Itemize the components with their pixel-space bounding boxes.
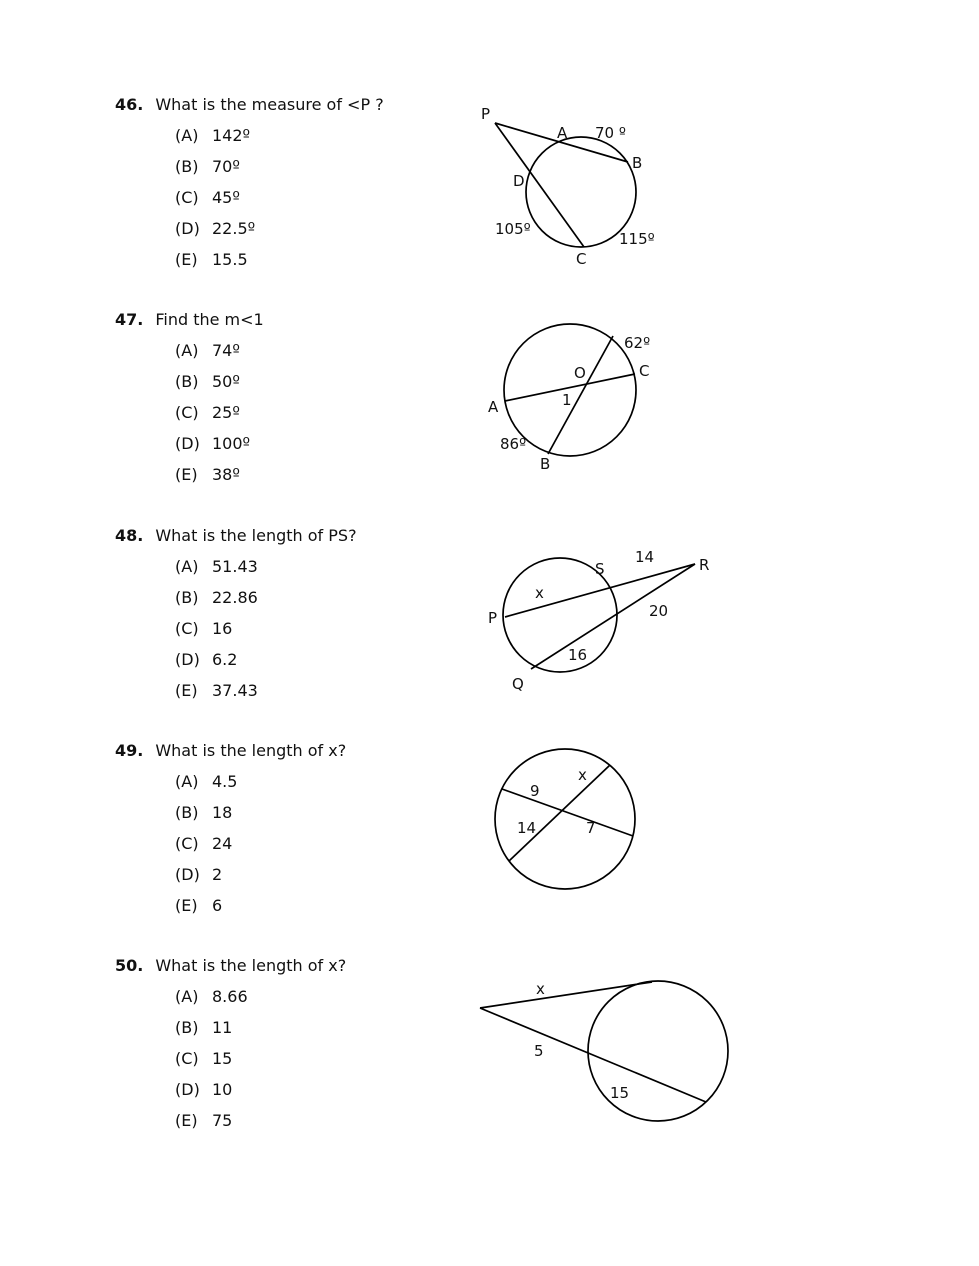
answer-option [115, 833, 346, 864]
answer-option [115, 986, 346, 1017]
option-value: 45º [212, 188, 240, 207]
question-46 [115, 94, 384, 280]
question-text: What is the measure of <P ? [155, 95, 384, 114]
option-label: (C) [175, 403, 199, 422]
point-label-s: S [595, 560, 605, 578]
tangent-line-x [480, 982, 652, 1008]
answer-option [115, 187, 384, 218]
option-value: 16 [212, 619, 233, 638]
secant-line [480, 1008, 706, 1102]
answer-option [115, 1110, 346, 1141]
option-value: 100º [212, 434, 251, 453]
option-label: (E) [175, 465, 198, 484]
diagram-q47 [480, 312, 660, 472]
question-number: 49. [115, 741, 144, 760]
option-value: 6.2 [212, 650, 238, 669]
point-label-p: P [481, 105, 491, 123]
question-49 [115, 740, 346, 926]
option-value: 11 [212, 1018, 233, 1037]
point-label-c: C [576, 250, 587, 268]
question-47 [115, 309, 264, 495]
point-label-b: B [632, 154, 643, 172]
answer-option [115, 895, 346, 926]
segment-label-9: 9 [530, 782, 540, 800]
answer-option [115, 864, 346, 895]
question-50 [115, 955, 346, 1141]
option-value: 22.5º [212, 219, 256, 238]
option-label: (D) [175, 219, 200, 238]
segment-label-15: 15 [610, 1084, 630, 1102]
arc-measure-115: 115º [619, 230, 655, 248]
option-label: (E) [175, 1111, 198, 1130]
circle [588, 981, 728, 1121]
option-label: (E) [175, 681, 198, 700]
answer-option [115, 802, 346, 833]
option-label: (E) [175, 896, 198, 915]
option-label: (D) [175, 434, 200, 453]
option-value: 24 [212, 834, 233, 853]
question-number: 46. [115, 95, 144, 114]
question-text: What is the length of x? [155, 741, 347, 760]
option-value: 22.86 [212, 588, 258, 607]
option-label: (C) [175, 834, 199, 853]
option-label: (C) [175, 1049, 199, 1068]
option-value: 6 [212, 896, 223, 915]
question-text: Find the m<1 [155, 310, 264, 329]
option-label: (A) [175, 772, 199, 791]
point-label-q: Q [512, 675, 524, 693]
point-label-p: P [488, 609, 498, 627]
segment-label-x: x [578, 766, 587, 784]
option-label: (E) [175, 250, 198, 269]
diagram-q50 [468, 968, 738, 1133]
circle [495, 749, 635, 889]
answer-option [115, 125, 384, 156]
option-label: (B) [175, 1018, 199, 1037]
option-value: 15 [212, 1049, 233, 1068]
point-label-a: A [488, 398, 499, 416]
option-value: 15.5 [212, 250, 248, 269]
option-value: 10 [212, 1080, 233, 1099]
option-value: 4.5 [212, 772, 238, 791]
point-label-b: B [540, 455, 551, 473]
option-label: (A) [175, 341, 199, 360]
point-label-d: D [513, 172, 525, 190]
segment-label-7: 7 [586, 819, 596, 837]
segment-label-x: x [535, 584, 544, 602]
answer-option [115, 249, 384, 280]
option-value: 70º [212, 157, 240, 176]
option-value: 25º [212, 403, 240, 422]
segment-label-x: x [536, 980, 545, 998]
option-label: (C) [175, 619, 199, 638]
question-title [115, 309, 264, 340]
question-title [115, 525, 357, 556]
option-value: 8.66 [212, 987, 248, 1006]
diagram-q46 [455, 96, 685, 276]
option-value: 38º [212, 465, 240, 484]
option-label: (B) [175, 588, 199, 607]
answer-option [115, 433, 264, 464]
question-title [115, 94, 384, 125]
answer-option [115, 1079, 346, 1110]
diagram-q49 [483, 742, 648, 902]
answer-option [115, 1048, 346, 1079]
diagram-q48 [483, 542, 723, 697]
arc-measure-105: 105º [495, 220, 531, 238]
question-title [115, 740, 346, 771]
option-value: 2 [212, 865, 223, 884]
point-label-r: R [699, 556, 710, 574]
answer-option [115, 556, 357, 587]
arc-measure-86: 86º [500, 435, 527, 453]
segment-label-16: 16 [568, 646, 588, 664]
option-label: (A) [175, 557, 199, 576]
option-label: (C) [175, 188, 199, 207]
option-value: 18 [212, 803, 233, 822]
angle-label-1: 1 [562, 391, 572, 409]
option-label: (D) [175, 865, 200, 884]
chord-line-x14 [509, 765, 610, 861]
option-value: 75 [212, 1111, 233, 1130]
question-text: What is the length of PS? [155, 526, 357, 545]
option-label: (B) [175, 157, 199, 176]
question-number: 48. [115, 526, 144, 545]
chord-line-b [548, 336, 613, 454]
arc-measure-70: 70 º [595, 124, 626, 142]
answer-option [115, 402, 264, 433]
option-label: (D) [175, 1080, 200, 1099]
segment-label-14: 14 [517, 819, 537, 837]
answer-option [115, 680, 357, 711]
secant-line-rq [531, 564, 695, 669]
option-label: (B) [175, 372, 199, 391]
answer-option [115, 464, 264, 495]
answer-option [115, 371, 264, 402]
answer-option [115, 340, 264, 371]
answer-option [115, 771, 346, 802]
point-label-c: C [639, 362, 650, 380]
option-label: (D) [175, 650, 200, 669]
option-label: (A) [175, 987, 199, 1006]
answer-option [115, 587, 357, 618]
answer-option [115, 618, 357, 649]
option-label: (B) [175, 803, 199, 822]
arc-measure-62: 62º [624, 334, 651, 352]
point-label-a: A [557, 124, 568, 142]
option-value: 37.43 [212, 681, 258, 700]
option-label: (A) [175, 126, 199, 145]
point-label-o: O [574, 364, 586, 382]
answer-option [115, 218, 384, 249]
question-text: What is the length of x? [155, 956, 347, 975]
option-value: 142º [212, 126, 251, 145]
option-value: 74º [212, 341, 240, 360]
question-title [115, 955, 346, 986]
answer-option [115, 1017, 346, 1048]
question-number: 47. [115, 310, 144, 329]
question-number: 50. [115, 956, 144, 975]
answer-option [115, 156, 384, 187]
segment-label-20: 20 [649, 602, 669, 620]
question-48 [115, 525, 357, 711]
answer-option [115, 649, 357, 680]
segment-label-14: 14 [635, 548, 655, 566]
option-value: 50º [212, 372, 240, 391]
option-value: 51.43 [212, 557, 258, 576]
segment-label-5: 5 [534, 1042, 544, 1060]
